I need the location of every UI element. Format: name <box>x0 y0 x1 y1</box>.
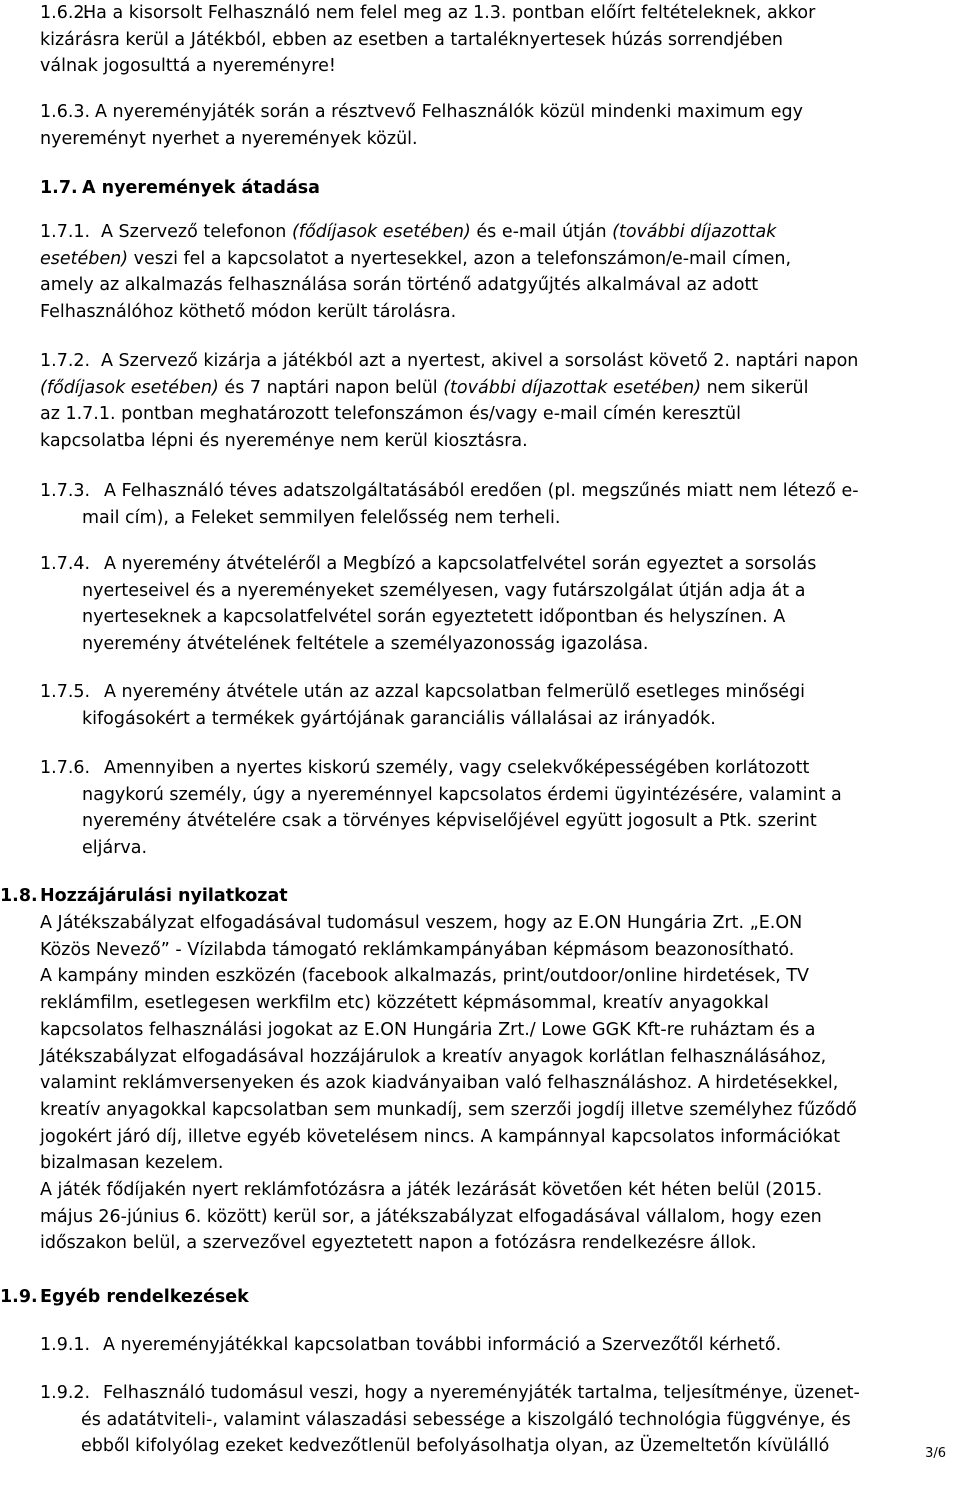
section-number: 1.7.5. <box>40 682 91 702</box>
section-number: 1.6.2. <box>40 3 91 23</box>
section-number: 1.9.2. <box>40 1383 91 1403</box>
text-line: A játék fődíjakén nyert reklámfotózásra a játék lezárását követően két héten belül (2015. <box>40 1180 823 1201</box>
text-line: Felhasználóhoz köthető módon került tárolásra. <box>40 302 457 323</box>
text-line: időszakon belül, a szervezővel egyeztetett napon a fotózásra rendelkezésre állok. <box>40 1233 757 1254</box>
page-number: 3/6 <box>925 1446 946 1461</box>
section-number: 1.7.2. <box>40 351 91 371</box>
text-line: Játékszabályzat elfogadásával hozzájárulok a kreatív anyagok korlátlan felhasználásához, <box>40 1046 827 1067</box>
text-line: nyerteseivel és a nyereményeket személyesen, vagy futárszolgálat útján adja át a <box>82 580 806 601</box>
section-heading: A nyeremények átadása <box>82 178 320 198</box>
text-line: A kampány minden eszközén (facebook alkalmazás, print/outdoor/online hirdetések, TV <box>40 966 810 987</box>
paragraph-1-7-5 <box>82 679 950 732</box>
section-number: 1.9.1. <box>40 1335 91 1355</box>
text-line: kapcsolatba lépni és nyereménye nem kerül kiosztásra. <box>40 431 528 452</box>
text-line: reklámfilm, esetlegesen werkfilm etc) közzétett képmásommal, kreatív anyagokkal <box>40 993 769 1014</box>
paragraph-1-7-4 <box>82 551 950 658</box>
text-line: A Játékszabályzat elfogadásával tudomásul veszem, hogy az E.ON Hungária Zrt. „E.ON <box>40 913 803 933</box>
text-line: kreatív anyagokkal kapcsolatban sem munkadíj, sem szerzői jogdíj illetve személyhez fűződő <box>40 1099 857 1120</box>
text-line: válnak jogosulttá a nyereményre! <box>40 56 336 77</box>
section-heading-number: 1.7. <box>40 178 78 198</box>
text-line: eljárva. <box>82 838 148 859</box>
text-line: és adatátviteli-, valamint válaszadási sebessége a kiszolgáló technológia függvénye, és <box>81 1409 851 1430</box>
text-line: nyerteseknek a kapcsolatfelvétel során egyeztetett időpontban és helyszínen. A <box>82 607 786 628</box>
text-line: Ha a kisorsolt Felhasználó nem felel meg az 1.3. pontban előírt feltételeknek, akkor <box>83 3 816 23</box>
text-line: A Szervező telefonon (fődíjasok esetében) és e-mail útján (további díjazottak <box>101 222 777 242</box>
text-line: Felhasználó tudomásul veszi, hogy a nyereményjáték tartalma, teljesítménye, üzenet- <box>103 1383 860 1403</box>
text-line: A Felhasználó téves adatszolgáltatásából eredően (pl. megszűnés miatt nem létező e- <box>104 481 859 501</box>
text-line: Közös Nevező” - Vízilabda támogató reklámkampányában képmásom beazonosítható. <box>40 939 795 960</box>
text-line: az 1.7.1. pontban meghatározott telefonszámon és/vagy e-mail címén keresztül <box>40 404 741 425</box>
text-line: A nyereményjátékkal kapcsolatban további információ a Szervezőtől kérhető. <box>103 1335 782 1355</box>
section-heading: Hozzájárulási nyilatkozat <box>40 886 288 906</box>
paragraph-1-7-6 <box>82 755 950 862</box>
text-line: jogokért járó díj, illetve egyéb követelésem nincs. A kampánnyal kapcsolatos információkat <box>40 1126 841 1147</box>
text-line: ebből kifolyólag ezeket kedvezőtlenül befolyásolhatja olyan, az Üzemeltetőn kívülálló <box>81 1436 830 1457</box>
text-line: A nyeremény átvételéről a Megbízó a kapcsolatfelvétel során egyeztet a sorsolás <box>104 554 817 574</box>
section-heading-number: 1.8. <box>0 886 38 906</box>
paragraph-1-9-2 <box>81 1380 950 1460</box>
text-line: nyereményt nyerhet a nyeremények közül. <box>40 128 418 149</box>
text-line: esetében) veszi fel a kapcsolatot a nyertesekkel, azon a telefonszámon/e-mail címen, <box>40 248 792 269</box>
text-line: (fődíjasok esetében) és 7 naptári napon belül (további díjazottak esetében) nem sikerül <box>40 377 809 398</box>
text-line: nagykorú személy, úgy a nyereménnyel kapcsolatos érdemi ügyintézésére, valamint a <box>82 784 842 805</box>
section-heading: Egyéb rendelkezések <box>40 1287 249 1307</box>
text-line: bizalmasan kezelem. <box>40 1153 224 1174</box>
paragraph-1-8 <box>40 910 950 1257</box>
paragraph-1-9-1 <box>103 1332 950 1359</box>
text-line: A Szervező kizárja a játékból azt a nyertest, akivel a sorsolást követő 2. naptári napon <box>101 351 859 371</box>
text-line: amely az alkalmazás felhasználása során történő adatgyűjtés alkalmával az adott <box>40 275 759 296</box>
paragraph-1-7-3 <box>82 478 950 531</box>
section-number: 1.7.4. <box>40 554 91 574</box>
text-line: Amennyiben a nyertes kiskorú személy, vagy cselekvőképességében korlátozott <box>104 758 810 778</box>
section-heading-number: 1.9. <box>0 1287 38 1307</box>
text-line: nyeremény átvételére csak a törvényes képviselőjével együtt jogosult a Ptk. szerint <box>82 811 817 832</box>
text-line: nyeremény átvételének feltétele a személyazonosság igazolása. <box>82 634 649 655</box>
section-number: 1.7.3. <box>40 481 91 501</box>
text-line: valamint reklámversenyeken és azok kiadványaiban való felhasználáshoz. A hirdetésekkel, <box>40 1073 839 1094</box>
section-number: 1.7.1. <box>40 222 91 242</box>
section-number: 1.7.6. <box>40 758 91 778</box>
text-line: A nyeremény átvétele után az azzal kapcsolatban felmerülő esetleges minőségi <box>104 682 806 702</box>
text-line: május 26-június 6. között) kerül sor, a játékszabályzat elfogadásával vállalom, hogy ezen <box>40 1206 822 1227</box>
text-line: kizárásra kerül a Játékból, ebben az esetben a tartaléknyertesek húzás sorrendjében <box>40 29 783 50</box>
text-line: A nyereményjáték során a résztvevő Felhasználók közül mindenki maximum egy <box>95 102 804 122</box>
text-line: kapcsolatos felhasználási jogokat az E.ON Hungária Zrt./ Lowe GGK Kft-re ruháztam és a <box>40 1019 816 1040</box>
section-number: 1.6.3. <box>40 102 91 122</box>
text-line: kifogásokért a termékek gyártójának garanciális vállalásai az irányadók. <box>82 708 716 729</box>
text-line: mail cím), a Feleket semmilyen felelősség nem terheli. <box>82 507 561 528</box>
